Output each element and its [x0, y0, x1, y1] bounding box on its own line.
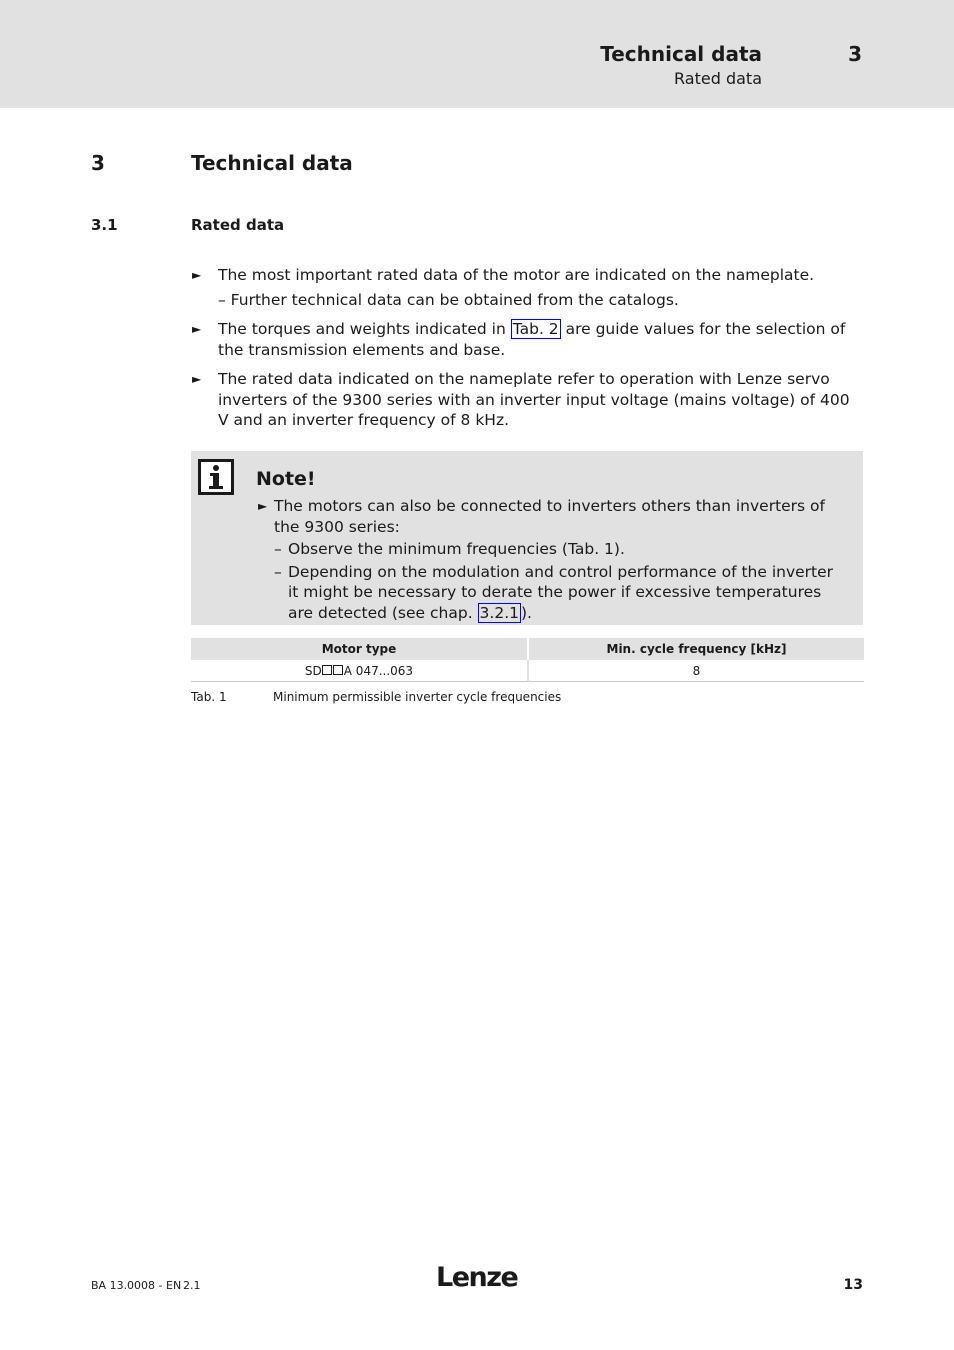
list-item [191, 369, 863, 431]
list-item [191, 319, 863, 360]
header-chapter-number: 3 [848, 42, 862, 66]
chapter-3-2-1-link[interactable]: 3.2.1 [479, 603, 519, 622]
page-number: 13 [843, 1277, 863, 1293]
tab-2-link[interactable]: Tab. 2 [512, 320, 559, 338]
section-number: 3.1 [91, 216, 118, 234]
placeholder-box-icon [333, 665, 343, 675]
list-item-text: The most important rated data of the motor are indicated on the nameplate. [218, 266, 815, 284]
footer-document-id: BA 13.0008 - EN [91, 1279, 182, 1292]
list-item [191, 265, 863, 310]
list-item-text: The rated data indicated on the nameplate refer to operation with Lenze servo inverters of the 9300 series with an inverter input voltage (mains voltage) of 400 V and an inverter frequency of 8 kHz. [218, 370, 850, 429]
triangle-bullet-icon: ► [192, 372, 202, 386]
info-icon [198, 459, 234, 495]
frequency-table [191, 638, 864, 682]
header-subtitle: Rated data [674, 69, 762, 88]
chapter-number: 3 [91, 151, 105, 175]
bullet-list [191, 265, 863, 440]
note-dash-item: – Depending on the modulation and control performance of the inverter it might be necessary to derate the power if excessive temperatures are detected (see chap. 3.2.1 ). [274, 562, 834, 622]
section-title: Rated data [191, 216, 285, 234]
footer-version: 2.1 [183, 1279, 201, 1292]
note-body [258, 496, 848, 623]
list-item-subtext: – Further technical data can be obtained from the catalogs. [218, 290, 679, 309]
note-bullet: ► The motors can also be connected to inverters others than inverters of the 9300 series: [258, 497, 825, 536]
header-title: Technical data [600, 42, 762, 66]
list-item-text: The torques and weights indicated in Tab. 2 are guide values for the selection of the transmission elements and base. [218, 320, 846, 359]
triangle-bullet-icon: ► [258, 499, 268, 513]
cell-motor-type: SD A 047...063 [191, 660, 529, 682]
triangle-bullet-icon: ► [192, 268, 202, 282]
table-caption-text: Minimum permissible inverter cycle frequencies [273, 690, 562, 704]
placeholder-box-icon [322, 665, 332, 675]
chapter-title: Technical data [191, 151, 353, 175]
table-header-row [191, 638, 864, 660]
table-row [191, 660, 864, 682]
cell-frequency: 8 [529, 660, 864, 682]
column-header-motor-type: Motor type [191, 638, 529, 660]
triangle-bullet-icon: ► [192, 322, 202, 336]
lenze-logo: Lenze [436, 1262, 518, 1293]
table-caption-number: Tab. 1 [191, 690, 227, 704]
note-dash-item: – Observe the minimum frequencies (Tab. 1). [274, 540, 625, 558]
note-box [191, 451, 863, 625]
page-header [0, 0, 954, 108]
column-header-frequency: Min. cycle frequency [kHz] [529, 638, 864, 660]
note-title: Note! [256, 468, 316, 490]
